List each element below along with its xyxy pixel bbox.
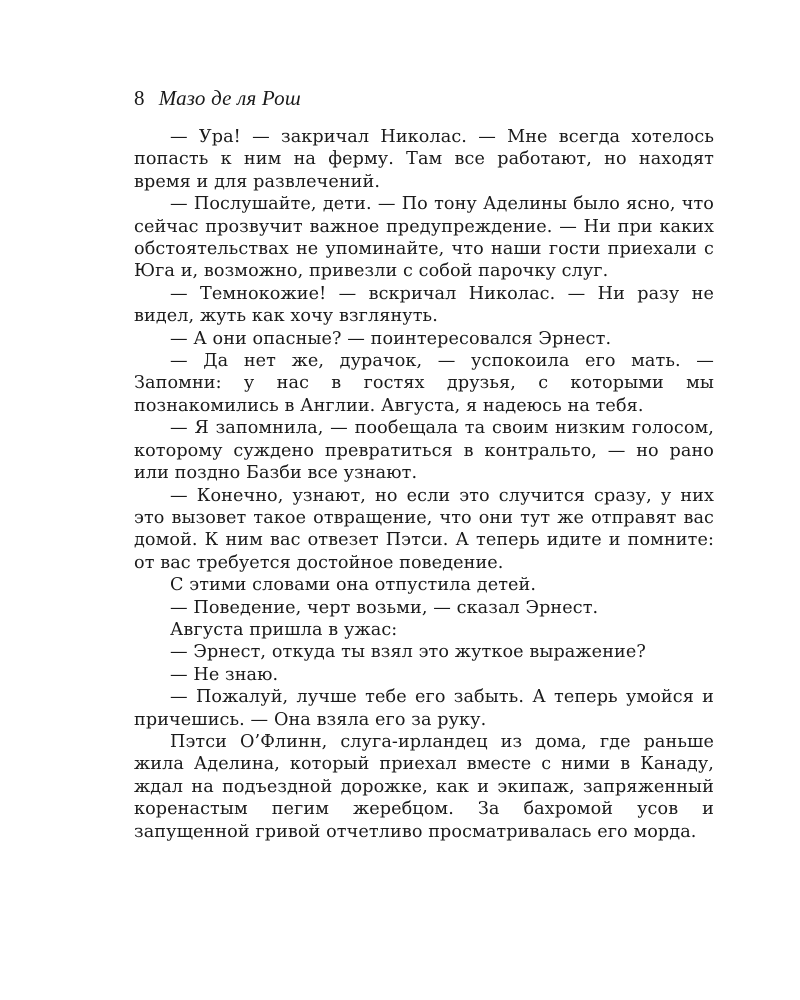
paragraph: — Да нет же, дурачок, — успокоила его мать. — Запомни: у нас в гостях друзья, с которыми мы познакомились в Англии. Августа, я надеюсь на тебя.: [134, 351, 714, 416]
paragraph: — А они опасные? — поинтересовался Эрнест.: [170, 328, 612, 349]
book-title: Мазо де ля Рош: [158, 86, 301, 110]
running-head: [134, 84, 714, 112]
page-number: 8: [134, 86, 145, 110]
paragraph: — Конечно, узнают, но если это случится сразу, у них это вызовет такое отвращение, что они тут же отправят вас домой. К ним вас отвезет Пэтси. А теперь идите и помните: от вас требуется достойное поведение.: [134, 485, 714, 573]
body-text: [134, 126, 714, 843]
paragraph: — Не знаю.: [170, 664, 279, 685]
paragraph: — Я запомнила, — пообещала та своим низким голосом, которому суждено превратиться в контральто, — но рано или поздно Базби все узнают.: [134, 418, 714, 484]
paragraph: — Ура! — закричал Николас. — Мне всегда хотелось попасть к ним на ферму. Там все работают, но находят время и для развлечений.: [134, 127, 714, 192]
paragraph: — Поведение, черт возьми, — сказал Эрнест.: [170, 597, 599, 618]
paragraph: — Послушайте, дети. — По тону Аделины было ясно, что сейчас прозвучит важное предупреждение. — Ни при каких обстоятельствах не упоминайте, что наши гости приехали с Юга и, возможно, привезли с собой парочку слуг.: [134, 194, 714, 282]
paragraph: — Пожалуй, лучше тебе его забыть. А теперь умойся и причешись. — Она взяла его за руку.: [134, 687, 714, 730]
book-page: [134, 84, 714, 843]
paragraph: — Эрнест, откуда ты взял это жуткое выражение?: [170, 642, 646, 663]
paragraph: Пэтси О’Флинн, слуга-ирландец из дома, где раньше жила Аделина, который приехал вместе с ними в Канаду, ждал на подъездной дорожке, как и экипаж, запряженный коренастым пегим жеребцом. За бахромой усов и запущенной гривой отчетливо просматривалась его морда.: [134, 731, 714, 842]
paragraph: Августа пришла в ужас:: [170, 619, 398, 640]
paragraph: С этими словами она отпустила детей.: [170, 575, 537, 596]
paragraph: — Темнокожие! — вскричал Николас. — Ни разу не видел, жуть как хочу взглянуть.: [134, 283, 714, 327]
